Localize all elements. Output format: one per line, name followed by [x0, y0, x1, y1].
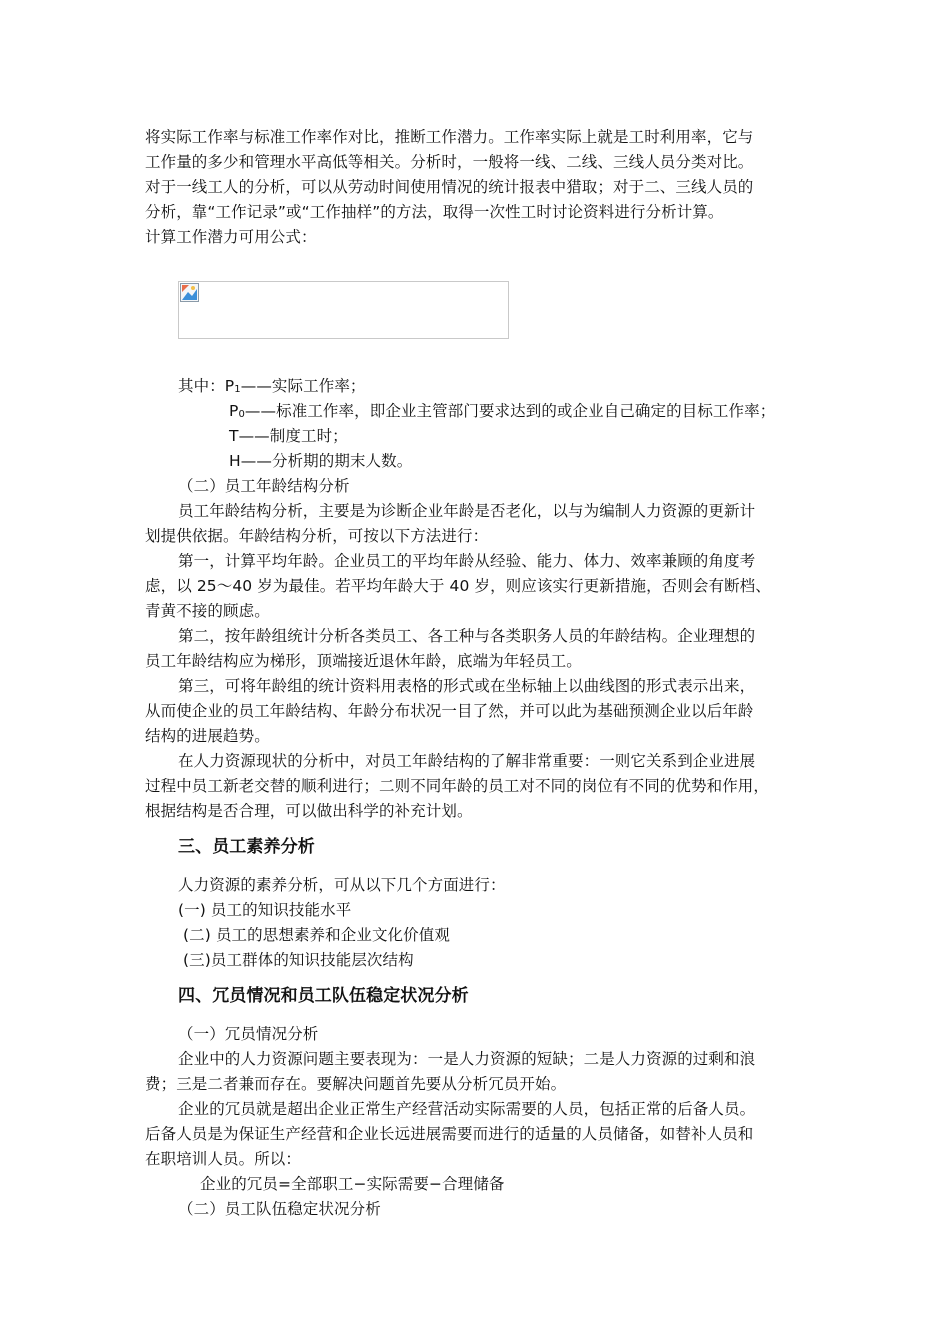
text-line: 第三，可将年龄组的统计资料用表格的形式或在坐标轴上以曲线图的形式表示出来，	[178, 677, 756, 695]
text-line: 根据结构是否合理，可以做出科学的补充计划。	[145, 802, 473, 820]
subsection-heading: （二）员工年龄结构分析	[178, 477, 350, 495]
section-heading: 三、员工素养分析	[178, 837, 315, 857]
variable-h-line: H——分析期的期末人数。	[229, 452, 413, 470]
text-line: 虑，以 25～40 岁为最佳。若平均年龄大于 40 岁，则应该实行更新措施，否则会有断档、	[145, 577, 771, 595]
definition-text: ——标准工作率，即企业主管部门要求达到的或企业自己确定的目标工作率；	[244, 402, 776, 420]
text-line: 在职培训人员。所以：	[145, 1150, 302, 1168]
list-item: (二) 员工的思想素养和企业文化价值观	[178, 926, 450, 944]
subsection-heading: （二）员工队伍稳定状况分析	[178, 1200, 381, 1218]
text-line: 青黄不接的顾虑。	[145, 602, 270, 620]
variable-name: P	[229, 402, 239, 420]
text-line: 第一，计算平均年龄。企业员工的平均年龄从经验、能力、体力、效率兼顾的角度考	[178, 552, 756, 570]
subscript: 1	[234, 384, 241, 395]
text-line: 分析，靠“工作记录”或“工作抽样”的方法，取得一次性工时讨论资料进行分析计算。	[145, 203, 724, 221]
variable-p0-line	[229, 401, 775, 425]
text-line: 从而使企业的员工年龄结构、年龄分布状况一目了然，并可以此为基础预测企业以后年龄	[145, 702, 754, 720]
text-line: 费；三是二者兼而存在。要解决问题首先要从分析冗员开始。	[145, 1075, 567, 1093]
text-line: 工作量的多少和管理水平高低等相关。分析时，一般将一线、二线、三线人员分类对比。	[145, 153, 754, 171]
text-line: 过程中员工新老交替的顺利进行；二则不同年龄的员工对不同的岗位有不同的优势和作用，	[145, 777, 770, 795]
formula-image-placeholder	[178, 281, 509, 339]
text-line: 对于一线工人的分析，可以从劳动时间使用情况的统计报表中猎取；对于二、三线人员的	[145, 178, 754, 196]
section-heading: 四、冗员情况和员工队伍稳定状况分析	[178, 986, 469, 1006]
text-line: 第二，按年龄组统计分析各类员工、各工种与各类职务人员的年龄结构。企业理想的	[178, 627, 756, 645]
text-line: 人力资源的素养分析，可从以下几个方面进行：	[178, 876, 506, 894]
subsection-heading: （一）冗员情况分析	[178, 1025, 319, 1043]
text-line: 后备人员是为保证生产经营和企业长远进展需要而进行的适量的人员储备，如替补人员和	[145, 1125, 754, 1143]
list-item: (一) 员工的知识技能水平	[178, 901, 352, 919]
list-item: (三)员工群体的知识技能层次结构	[178, 951, 414, 969]
text-line: 结构的进展趋势。	[145, 727, 270, 745]
definition-text: ——实际工作率；	[240, 377, 366, 395]
text-line: 企业中的人力资源问题主要表现为：一是人力资源的短缺；二是人力资源的过剩和浪	[178, 1050, 756, 1068]
broken-image-icon	[180, 283, 199, 302]
text-line: 在人力资源现状的分析中，对员工年龄结构的了解非常重要：一则它关系到企业进展	[178, 752, 756, 770]
where-label: 其中：P	[178, 377, 235, 395]
formula-text: 企业的冗员=全部职工−实际需要−合理储备	[200, 1175, 505, 1193]
text-line: 计算工作潜力可用公式：	[145, 228, 317, 246]
variable-p1-line	[178, 376, 366, 400]
text-line: 划提供依据。年龄结构分析，可按以下方法进行：	[145, 527, 489, 545]
text-line: 将实际工作率与标准工作率作对比，推断工作潜力。工作率实际上就是工时利用率，它与	[145, 128, 754, 146]
text-line: 企业的冗员就是超出企业正常生产经营活动实际需要的人员，包括正常的后备人员。	[178, 1100, 756, 1118]
subscript: 0	[238, 409, 245, 420]
text-line: 员工年龄结构分析，主要是为诊断企业年龄是否老化，以与为编制人力资源的更新计	[178, 502, 756, 520]
text-line: 员工年龄结构应为梯形，顶端接近退休年龄，底端为年轻员工。	[145, 652, 582, 670]
variable-t-line: T——制度工时；	[229, 427, 348, 445]
